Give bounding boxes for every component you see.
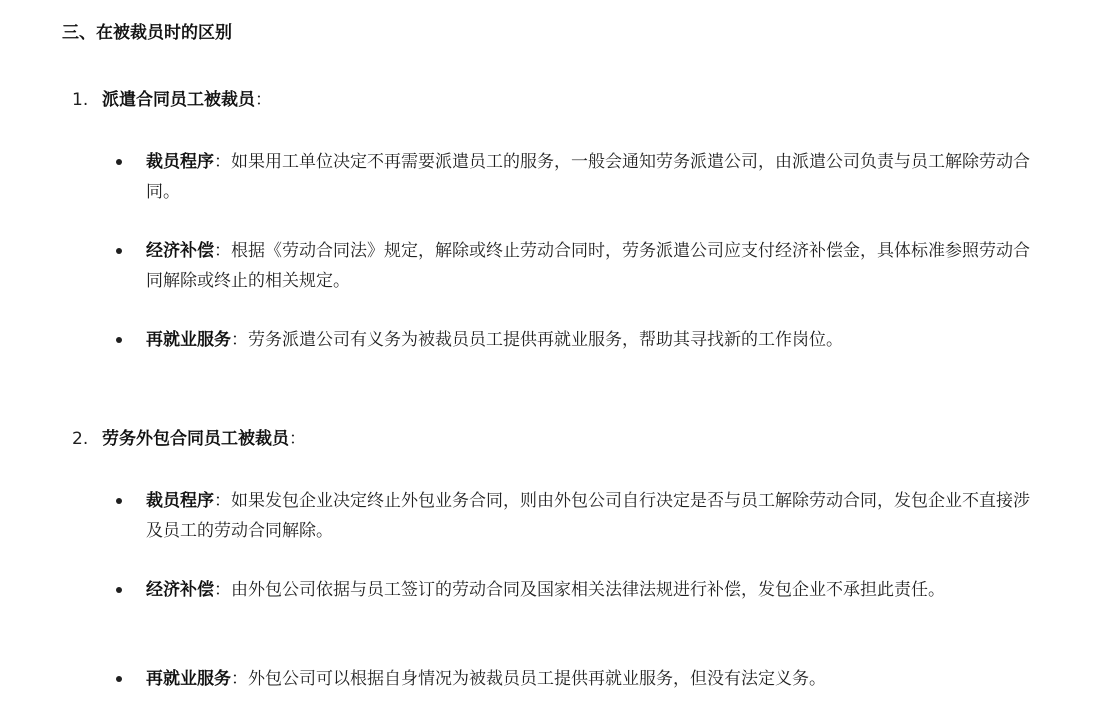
list-number: 1. [72, 90, 89, 110]
bullet-item [116, 236, 1031, 296]
section-heading: 三、在被裁员时的区别 [62, 23, 232, 43]
list-item-title: 派遣合同员工被裁员 [102, 90, 255, 110]
bullet-colon: ： [231, 330, 248, 350]
bullet-text: 由外包公司依据与员工签订的劳动合同及国家相关法律法规进行补偿，发包企业不承担此责任。 [231, 580, 945, 600]
bullet-colon: ： [214, 241, 231, 261]
bullet-icon [116, 676, 122, 682]
bullet-icon [116, 337, 122, 343]
list-item-outsource-layoff [72, 425, 306, 453]
bullet-icon [116, 587, 122, 593]
bullet-label: 裁员程序 [146, 152, 214, 172]
bullet-colon: ： [214, 580, 231, 600]
bullet-label: 经济补偿 [146, 580, 214, 600]
list-number: 2. [72, 429, 89, 449]
bullet-item [116, 486, 1031, 546]
bullet-text: 劳务派遣公司有义务为被裁员员工提供再就业服务，帮助其寻找新的工作岗位。 [248, 330, 843, 350]
list-item-colon: ： [289, 429, 306, 449]
bullet-text: 外包公司可以根据自身情况为被裁员员工提供再就业服务，但没有法定义务。 [248, 669, 826, 689]
bullet-colon: ： [231, 669, 248, 689]
bullet-item [116, 664, 1031, 694]
bullet-item [116, 575, 1031, 605]
list-item-colon: ： [255, 90, 272, 110]
bullet-text: 如果用工单位决定不再需要派遣员工的服务，一般会通知劳务派遣公司，由派遣公司负责与员工解除劳动合同。 [146, 152, 1030, 202]
bullet-item [116, 325, 1031, 355]
bullet-icon [116, 498, 122, 504]
list-item-dispatch-layoff [72, 86, 272, 114]
bullet-text: 根据《劳动合同法》规定，解除或终止劳动合同时，劳务派遣公司应支付经济补偿金，具体标准参照劳动合同解除或终止的相关规定。 [146, 241, 1030, 291]
bullet-icon [116, 248, 122, 254]
list-item-title: 劳务外包合同员工被裁员 [102, 429, 289, 449]
bullet-label: 再就业服务 [146, 330, 231, 350]
bullet-label: 经济补偿 [146, 241, 214, 261]
bullet-colon: ： [214, 152, 231, 172]
bullet-label: 裁员程序 [146, 491, 214, 511]
bullet-label: 再就业服务 [146, 669, 231, 689]
bullet-colon: ： [214, 491, 231, 511]
bullet-item [116, 147, 1031, 207]
bullet-text: 如果发包企业决定终止外包业务合同，则由外包公司自行决定是否与员工解除劳动合同，发包企业不直接涉及员工的劳动合同解除。 [146, 491, 1030, 541]
bullet-icon [116, 159, 122, 165]
